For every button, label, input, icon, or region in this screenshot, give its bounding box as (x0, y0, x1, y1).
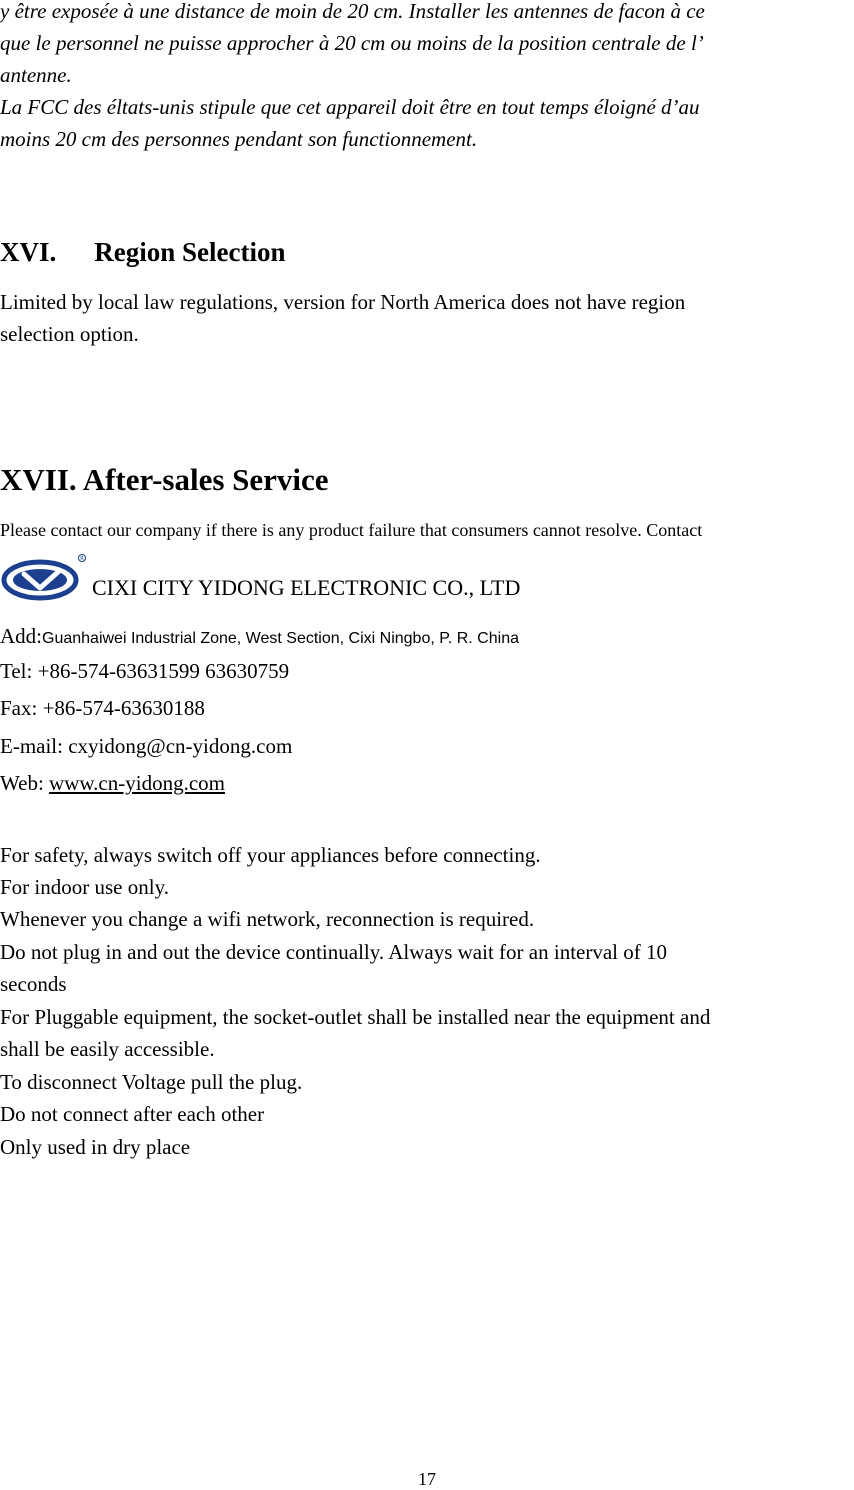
safety-line: Whenever you change a wifi network, reconnection is required. (0, 907, 535, 931)
french-line: moins 20 cm des personnes pendant son functionnement. (0, 127, 478, 151)
safety-line: For safety, always switch off your appliances before connecting. (0, 843, 541, 867)
safety-line: Do not connect after each other (0, 1102, 265, 1126)
company-name: CIXI CITY YIDONG ELECTRONIC CO., LTD (92, 575, 521, 600)
address-value: Guanhaiwei Industrial Zone, West Section, Cixi Ningbo, P. R. China (42, 630, 519, 647)
french-line: que le personnel ne puisse approcher à 20 cm ou moins de la position centrale de l’ (0, 31, 704, 55)
svg-text:R: R (80, 556, 84, 562)
web-link[interactable]: www.cn-yidong.com (49, 771, 225, 795)
french-line: La FCC des éltats-unis stipule que cet appareil doit être en tout temps éloigné d’au (0, 95, 700, 119)
section-text-line: selection option. (0, 322, 139, 346)
web-line (0, 767, 225, 799)
safety-line: For Pluggable equipment, the socket-outlet shall be installed near the equipment and (0, 1005, 711, 1029)
yidong-logo-icon (0, 552, 88, 604)
section-number: XVI. (0, 237, 57, 267)
page-number: 17 (418, 1469, 436, 1489)
safety-line: shall be easily accessible. (0, 1037, 215, 1061)
safety-line: For indoor use only. (0, 875, 169, 899)
safety-line: To disconnect Voltage pull the plug. (0, 1070, 303, 1094)
email-line: E-mail: cxyidong@cn-yidong.com (0, 734, 293, 758)
section-title: Region Selection (94, 237, 286, 267)
french-line: y être exposée à une distance de moin de 20 cm. Installer les antennes de facon à ce (0, 0, 705, 23)
tel-line: Tel: +86-574-63631599 63630759 (0, 659, 290, 683)
safety-line: Do not plug in and out the device continually. Always wait for an interval of 10 (0, 940, 667, 964)
section-heading (0, 235, 286, 269)
contact-intro: Please contact our company if there is any product failure that consumers cannot resolve. Contact (0, 520, 703, 540)
web-label: Web: (0, 771, 50, 795)
section-heading: XVII. After-sales Service (0, 462, 329, 497)
address-label: Add: (0, 624, 42, 648)
french-line: antenne. (0, 63, 72, 87)
safety-line: seconds (0, 972, 67, 996)
fax-line: Fax: +86-574-63630188 (0, 696, 205, 720)
company-row (0, 552, 520, 604)
section-text-line: Limited by local law regulations, version for North America does not have region (0, 290, 686, 314)
safety-line: Only used in dry place (0, 1135, 191, 1159)
address-line (0, 620, 519, 652)
